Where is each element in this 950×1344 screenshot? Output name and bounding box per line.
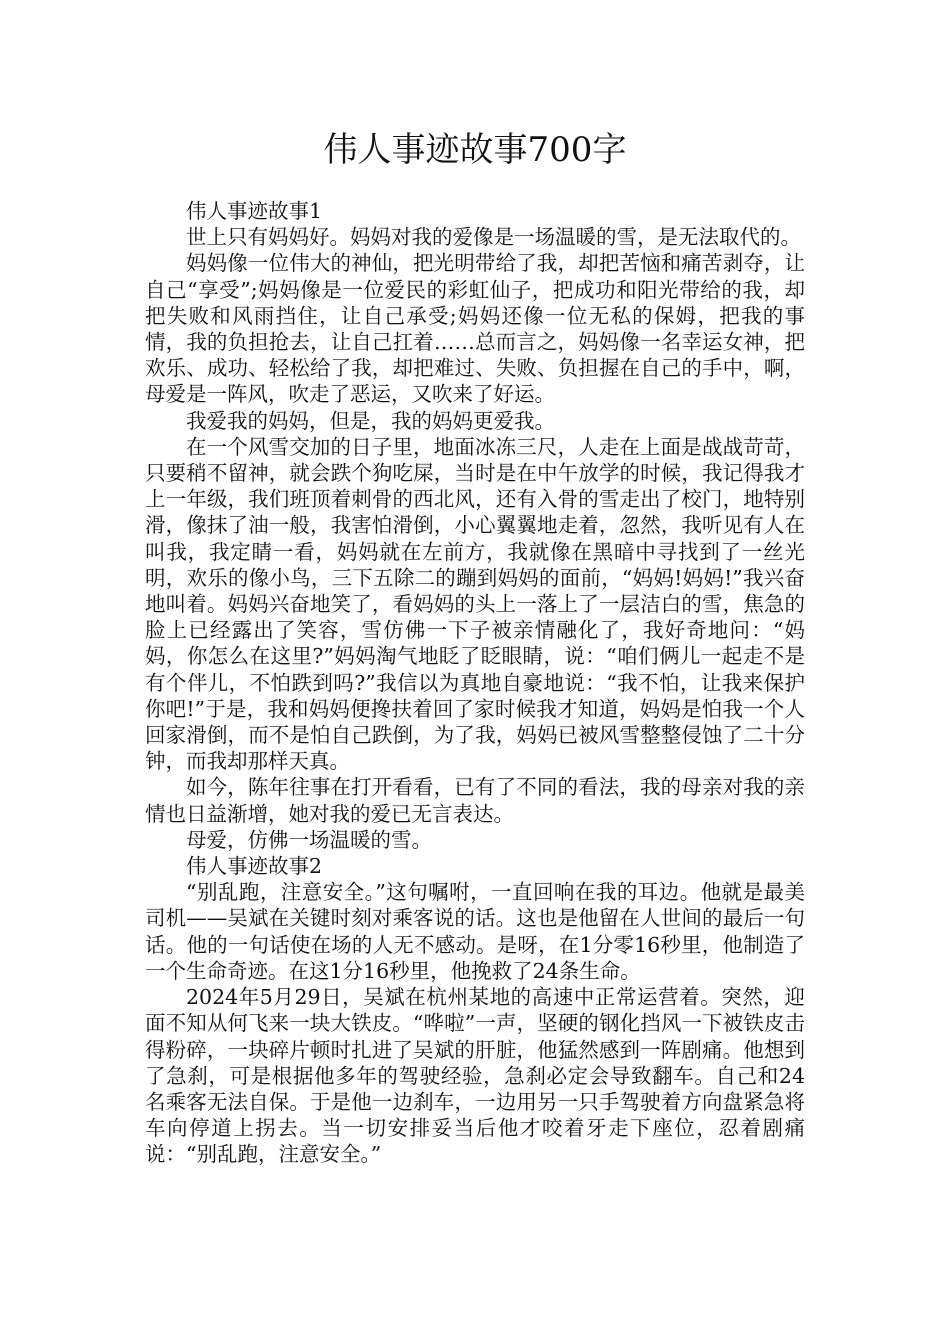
story-2-heading: 伟人事迹故事2 bbox=[186, 854, 323, 879]
story-1-heading: 伟人事迹故事1 bbox=[186, 199, 323, 223]
body-paragraph: 我爱我的妈妈，但是，我的妈妈更爱我。 bbox=[186, 408, 555, 433]
body-paragraph: 2024年5月29日，吴斌在杭州某地的高速中正常运营着。突然，迎面不知从何飞来一块大铁皮。“哗啦”一声，坚硬的钢化挡风一下被铁皮击得粉碎，一块碎片顿时扎进了吴斌的肝脏，他猛然感到一阵剧痛。他想到了急刹，可是根据他多年的驾驶经验，急刹必定会导致翻车。自己和24名乘客无法自保。于是他一边刹车，一边用另一只手驾驶着方向盘紧急将车向停道上拐去。当一切安排妥当后他才咬着牙走下座位，忍着剧痛说：“别乱跑，注意安全。” bbox=[145, 985, 805, 1167]
body-paragraph: 如今，陈年往事在打开看看，已有了不同的看法，我的母亲对我的亲情也日益渐增，她对我的爱已无言表达。 bbox=[145, 775, 805, 826]
document-body bbox=[145, 198, 805, 1168]
body-paragraph: 世上只有妈妈好。妈妈对我的爱像是一场温暖的雪，是无法取代的。 bbox=[186, 225, 801, 250]
body-paragraph: “别乱跑，注意安全。”这句嘱咐，一直回响在我的耳边。他就是最美司机——吴斌在关键时刻对乘客说的话。这也是他留在人世间的最后一句话。他的一句话使在场的人无不感动。是呀，在1分零16秒里，他制造了一个生命奇迹。在这1分16秒里，他挽救了24条生命。 bbox=[145, 880, 805, 983]
body-paragraph: 母爱，仿佛一场温暖的雪。 bbox=[186, 827, 432, 852]
document-title: 伟人事迹故事700字 bbox=[323, 130, 627, 170]
body-paragraph: 妈妈像一位伟大的神仙，把光明带给了我，却把苦恼和痛苦剥夺，让自己“享受”;妈妈像是一位爱民的彩虹仙子，把成功和阳光带给的我，却把失败和风雨挡住，让自己承受;妈妈还像一位无私的保姆，把我的事情，我的负担抢去，让自己扛着……总而言之，妈妈像一名幸运女神，把欢乐、成功、轻松给了我，却把难过、失败、负担握在自己的手中，啊，母爱是一阵风，吹走了恶运，又吹来了好运。 bbox=[145, 251, 805, 407]
body-paragraph: 在一个风雪交加的日子里，地面冰冻三尺，人走在上面是战战苛苛，只要稍不留神，就会跌个狗吃屎，当时是在中午放学的时候，我记得我才上一年级，我们班顶着刺骨的西北风，还有入骨的雪走出了校门，地特别滑，像抹了油一般，我害怕滑倒，小心翼翼地走着，忽然，我听见有人在叫我，我定睛一看，妈妈就在左前方，我就像在黑暗中寻找到了一丝光明，欢乐的像小鸟，三下五除二的蹦到妈妈的面前，“妈妈!妈妈!”我兴奋地叫着。妈妈兴奋地笑了，看妈妈的头上一落上了一层洁白的雪，焦急的脸上已经露出了笑容，雪仿佛一下子被亲情融化了，我好奇地问：“妈妈，你怎么在这里?”妈妈淘气地眨了眨眼睛，说：“咱们俩儿一起走不是有个伴儿，不怕跌到吗?”我信以为真地自豪地说：“我不怕，让我来保护你吧!”于是，我和妈妈便搀扶着回了家时候我才知道，妈妈是怕我一个人回家滑倒，而不是怕自己跌倒，为了我，妈妈已被风雪整整侵蚀了二十分钟，而我却那样天真。 bbox=[145, 434, 805, 774]
